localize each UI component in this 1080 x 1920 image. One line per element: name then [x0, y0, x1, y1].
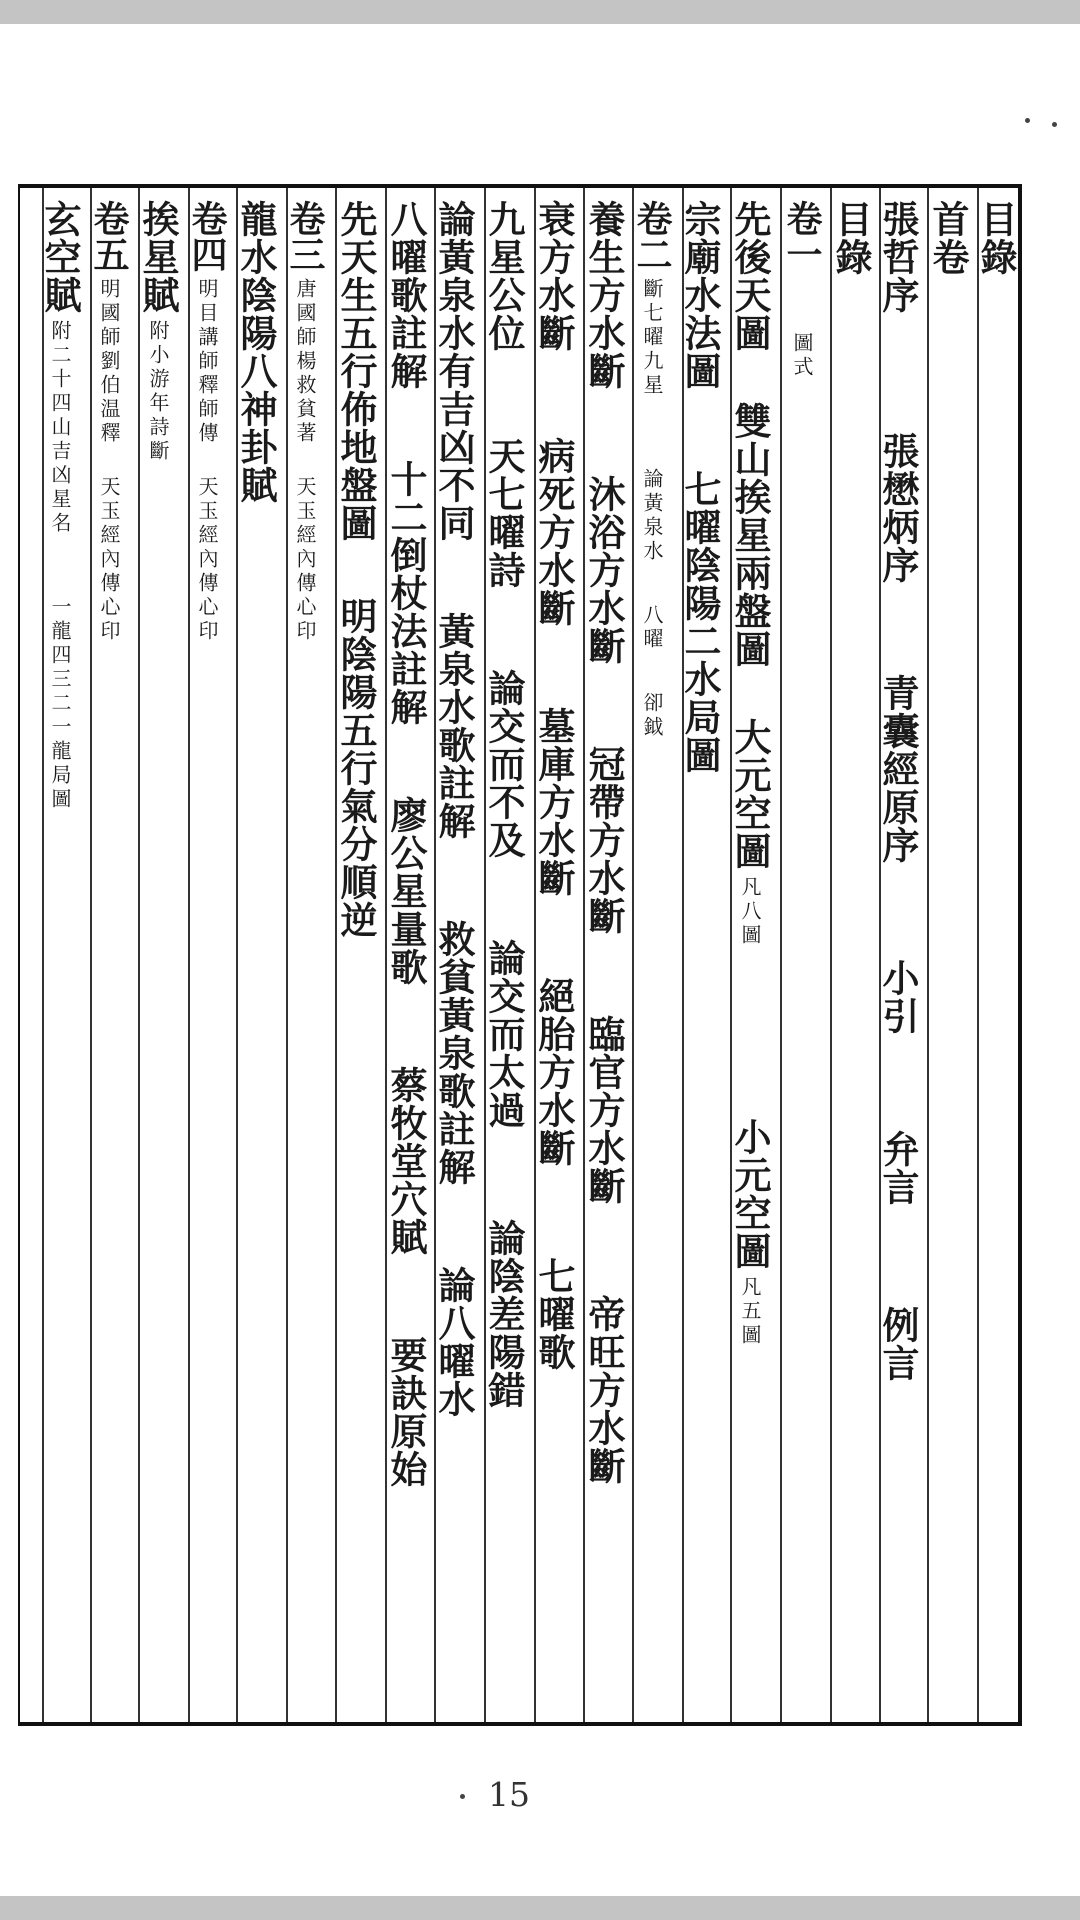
toc-entry: 玄空賦 — [38, 200, 82, 314]
top-toolbar-strip — [0, 0, 1080, 24]
toc-entry: 論陰差陽錯 — [482, 1219, 526, 1409]
toc-entry: 小元空圖 — [728, 1118, 772, 1270]
toc-column — [38, 200, 82, 812]
toc-entry: 先後天圖 — [728, 200, 772, 352]
toc-column — [136, 200, 180, 464]
toc-column — [186, 200, 228, 644]
toc-entry: 七曜歌 — [532, 1257, 576, 1371]
toc-entry: 首卷 — [926, 200, 970, 276]
toc-entry: 雙山挨星兩盤圖 — [728, 402, 772, 668]
toc-entry: 目錄 — [829, 200, 873, 276]
toc-entry: 黃泉水歌註解 — [432, 612, 476, 840]
toc-annotation: 天玉經內傳心印 — [195, 476, 219, 644]
toc-annotation: 斷七曜九星 — [640, 278, 664, 398]
toc-entry: 龍水陰陽八神卦賦 — [234, 200, 278, 504]
toc-column — [781, 200, 823, 380]
column-rule — [830, 188, 832, 1722]
toc-entry: 帝旺方水斷 — [582, 1295, 626, 1485]
toc-column — [532, 200, 576, 1371]
toc-entry: 張哲序 — [876, 200, 920, 314]
toc-entry: 冠帶方水斷 — [582, 745, 626, 935]
toc-entry: 論八曜水 — [432, 1266, 476, 1418]
toc-column — [829, 200, 873, 276]
speck — [460, 1794, 465, 1799]
volume-heading: 卷一 — [781, 200, 823, 272]
toc-entry: 例言 — [876, 1306, 920, 1382]
volume-heading: 卷三 — [284, 200, 326, 272]
toc-entry: 臨官方水斷 — [582, 1015, 626, 1205]
toc-annotation: 附小游年詩斷 — [146, 320, 170, 464]
toc-entry: 張懋炳序 — [876, 432, 920, 584]
toc-annotation: 明目講師釋師傳 — [195, 278, 219, 446]
page-number: 15 — [488, 1775, 530, 1814]
toc-entry: 弁言 — [876, 1130, 920, 1206]
toc-entry: 小引 — [876, 959, 920, 1035]
toc-entry: 病死方水斷 — [532, 437, 576, 627]
toc-entry: 七曜陰陽二水局圖 — [678, 470, 722, 774]
toc-entry: 要訣原始 — [384, 1336, 428, 1488]
toc-column — [88, 200, 130, 644]
toc-column — [432, 200, 476, 1418]
toc-column — [334, 200, 378, 939]
toc-entry: 天七曜詩 — [482, 437, 526, 589]
toc-column — [678, 200, 722, 774]
toc-entry: 十二倒杖法註解 — [384, 460, 428, 726]
toc-annotation: 天玉經內傳心印 — [97, 476, 121, 644]
toc-entry: 衰方水斷 — [532, 200, 576, 352]
toc-entry: 救貧黃泉歌註解 — [432, 920, 476, 1186]
toc-column — [631, 200, 673, 740]
speck — [1025, 118, 1030, 123]
column-rule — [927, 188, 929, 1722]
volume-heading: 卷四 — [186, 200, 228, 272]
toc-entry: 九星公位 — [482, 200, 526, 352]
toc-annotation: 卻鉞 — [640, 692, 664, 740]
toc-entry: 絕胎方水斷 — [532, 977, 576, 1167]
column-rule — [780, 188, 782, 1722]
toc-column — [582, 200, 626, 1485]
volume-heading: 卷五 — [88, 200, 130, 272]
toc-entry: 墓庫方水斷 — [532, 707, 576, 897]
toc-annotation: 唐國師楊救貧著 — [293, 278, 317, 446]
toc-entry: 養生方水斷 — [582, 200, 626, 390]
column-rule — [977, 188, 979, 1722]
toc-column — [284, 200, 326, 644]
toc-entry: 論黃泉水有吉凶不同 — [432, 200, 476, 542]
toc-entry: 論交而不及 — [482, 669, 526, 859]
toc-annotation: 凡五圖 — [738, 1276, 762, 1348]
toc-entry: 青囊經原序 — [876, 674, 920, 864]
toc-entry: 明陰陽五行氣分順逆 — [334, 597, 378, 939]
toc-entry: 挨星賦 — [136, 200, 180, 314]
toc-entry: 沐浴方水斷 — [582, 475, 626, 665]
toc-entry: 論交而太過 — [482, 939, 526, 1129]
toc-annotation: 圖式 — [790, 332, 814, 380]
toc-annotation: 論黃泉水 — [640, 468, 664, 564]
toc-entry: 大元空圖 — [728, 718, 772, 870]
toc-entry: 先天生五行佈地盤圖 — [334, 200, 378, 542]
toc-annotation: 天玉經內傳心印 — [293, 476, 317, 644]
toc-annotation: 附二十四山吉凶星名 — [48, 320, 72, 536]
speck — [1052, 122, 1057, 127]
toc-column — [482, 200, 526, 1409]
toc-column — [926, 200, 970, 276]
toc-entry: 八曜歌註解 — [384, 200, 428, 390]
toc-column — [974, 200, 1018, 276]
toc-annotation: 明國師劉伯温釋 — [97, 278, 121, 446]
toc-column — [876, 200, 920, 1382]
bottom-toolbar-strip — [0, 1896, 1080, 1920]
toc-entry: 宗廟水法圖 — [678, 200, 722, 390]
toc-column — [384, 200, 428, 1488]
toc-entry: 廖公星量歌 — [384, 796, 428, 986]
toc-column — [728, 200, 772, 1348]
toc-annotation: 凡八圖 — [738, 876, 762, 948]
volume-heading: 卷二 — [631, 200, 673, 272]
toc-entry: 蔡牧堂穴賦 — [384, 1066, 428, 1256]
toc-column — [234, 200, 278, 504]
toc-annotation: 一龍四三二一龍局圖 — [48, 596, 72, 812]
toc-entry: 目錄 — [974, 200, 1018, 276]
toc-annotation: 八曜 — [640, 604, 664, 652]
